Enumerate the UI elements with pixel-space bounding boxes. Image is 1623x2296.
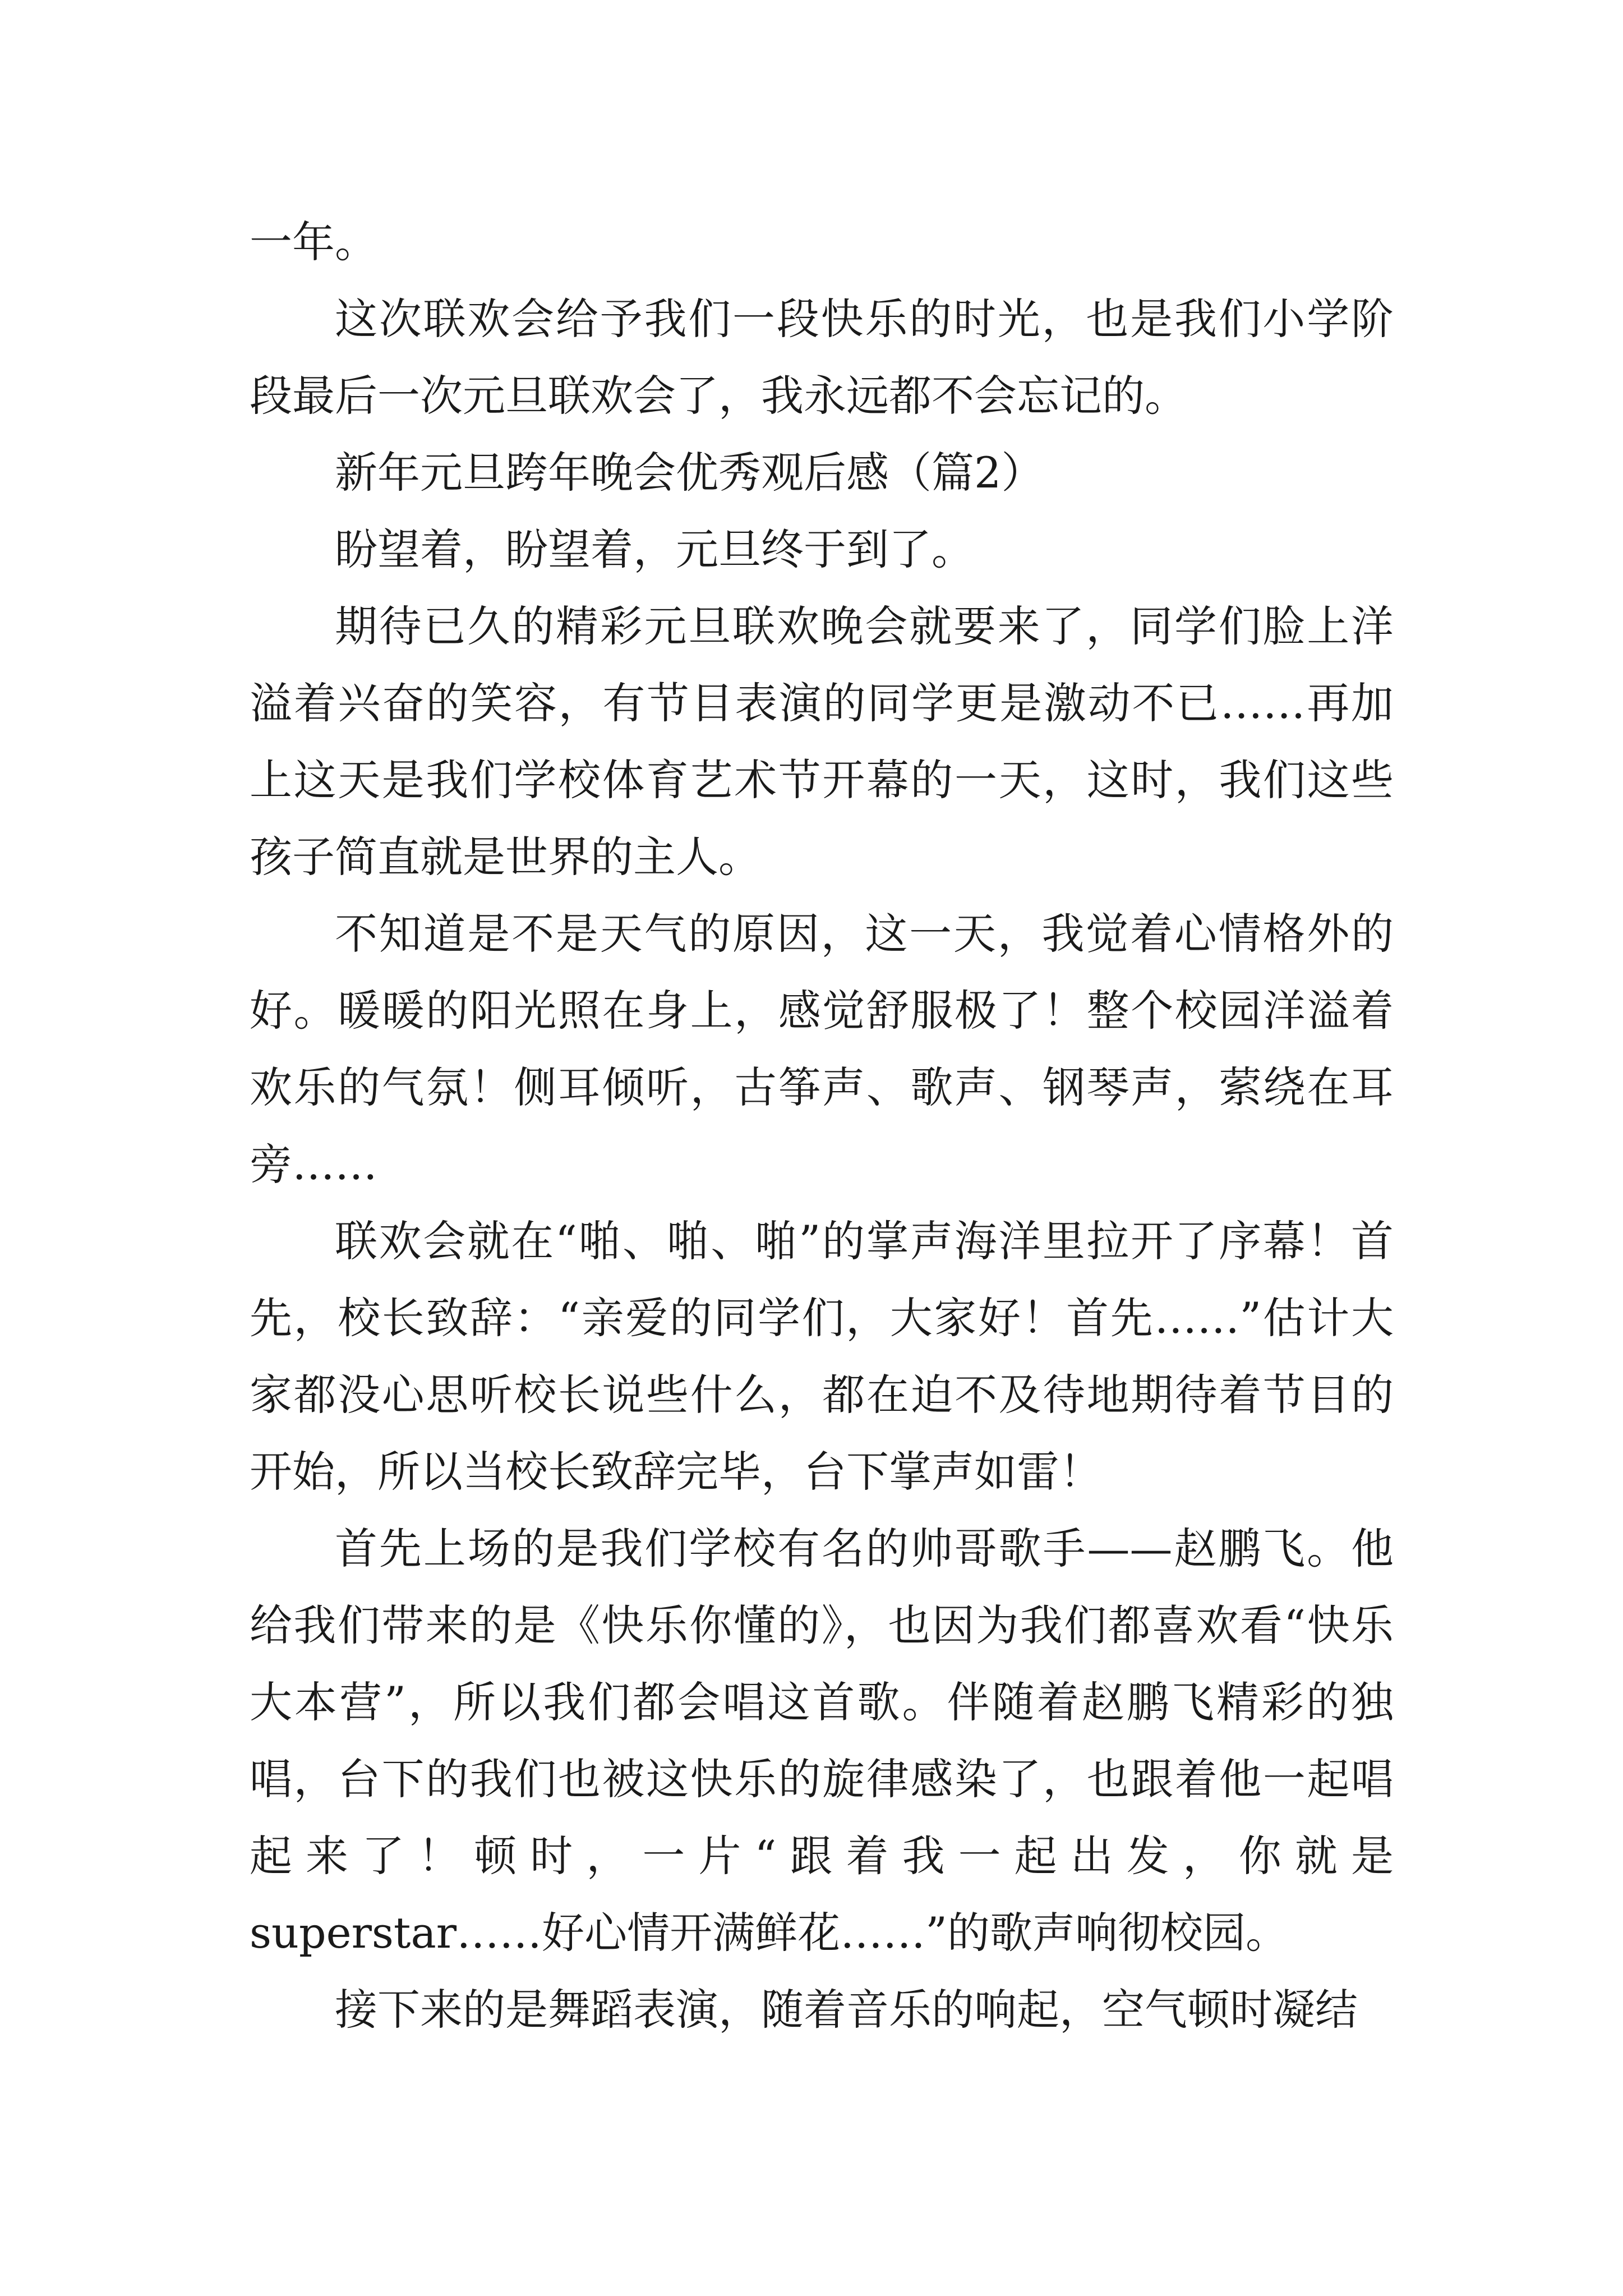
paragraph: 首先上场的是我们学校有名的帅哥歌手——赵鹏飞。他给我们带来的是《快乐你懂的》，也因为我们都喜欢看“快乐大本营”，所以我们都会唱这首歌。伴随着赵鹏飞精彩的独唱，台下的我们也被这快乐的旋律感染了，也跟着他一起唱起来了！顿时，一片“跟着我一起出发，你就是superstar……好心情开满鲜花……”的歌声响彻校园。 [250,1524,1394,1958]
document-body [250,204,1394,2048]
paragraph: 接下来的是舞蹈表演，随着音乐的响起，空气顿时凝结 [335,1985,1358,2035]
paragraph: 期待已久的精彩元旦联欢晚会就要来了，同学们脸上洋溢着兴奋的笑容，有节目表演的同学更是激动不已……再加上这天是我们学校体育艺术节开幕的一天，这时，我们这些孩子简直就是世界的主人。 [250,601,1394,882]
paragraph: 联欢会就在“啪、啪、啪”的掌声海洋里拉开了序幕！首先，校长致辞：“亲爱的同学们，大家好！首先……”估计大家都没心思听校长说些什么，都在迫不及待地期待着节目的开始，所以当校长致辞完毕，台下掌声如雷！ [250,1216,1394,1497]
paragraph: 不知道是不是天气的原因，这一天，我觉着心情格外的好。暖暖的阳光照在身上，感觉舒服极了！整个校园洋溢着欢乐的气氛！侧耳倾听，古筝声、歌声、钢琴声，萦绕在耳旁…… [250,909,1394,1189]
paragraph: 盼望着，盼望着，元旦终于到了。 [335,524,974,574]
section-heading: 新年元旦跨年晚会优秀观后感（篇2） [335,448,1044,498]
paragraph: 这次联欢会给予我们一段快乐的时光，也是我们小学阶段最后一次元旦联欢会了，我永远都不会忘记的。 [250,294,1394,421]
paragraph: 一年。 [250,217,377,267]
